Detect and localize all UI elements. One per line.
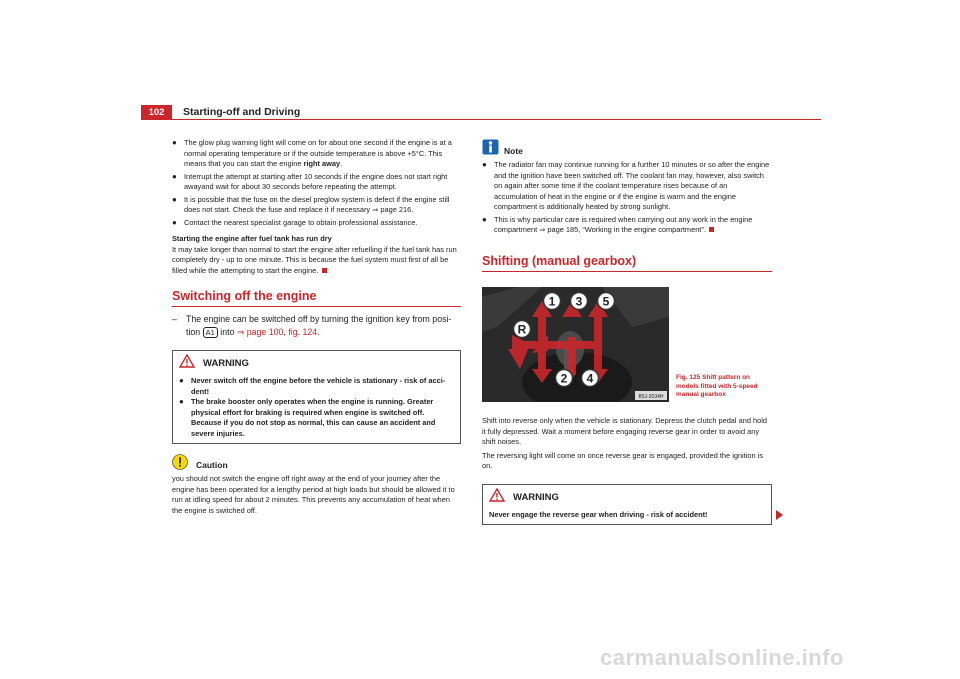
bullet-text: Interrupt the attempt at starting after 10 seconds if the engine does not start right awayand wait for about 30 seconds before repeating the attempt. [184,171,448,191]
reverse-para: Shift into reverse only when the vehicle is stationary. Depress the clutch pedal and hold it fully depressed. Wait a moment before engaging reverse gear in order to avoid any shift noises. [482,416,767,446]
caution-icon [172,454,188,478]
note-item [482,215,772,236]
warning-box [172,350,461,444]
right-column-bottom [482,416,772,525]
bullet-emphasis: right away [303,159,341,168]
bullet-icon: ● [179,397,184,406]
gear-label: 1 [548,294,556,309]
continue-arrow-icon [776,510,783,520]
subheading: Starting the engine after fuel tank has run dry [172,234,332,243]
right-column-top [482,139,772,272]
warning-title: WARNING [513,491,559,503]
gear-label: 2 [560,371,568,386]
bullet-icon: ● [482,214,487,224]
glow-plug-bullets [172,138,461,228]
fuel-dry-body: It may take longer than normal to start the engine after refuelling if the fuel tank has run completely dry - up to one minute. This is because the fuel system must first of all be filled while the attempting to start the engine. [172,244,457,275]
page-number: 102 [141,105,172,120]
warning-item-text: The brake booster only operates when the engine is running. Greater physical effort for braking is required when engine is switched off. Because if you do not stop as normal, this can cause an accident and severe injuries. [191,397,436,438]
note-item [482,160,772,213]
warning-text: Never engage the reverse gear when driving - risk of accident! [489,509,708,519]
note-item-text: The radiator fan may continue running for a further 10 minutes or so after the engine and the ignition have been switched off. The coolant fan may, however, also switch on again after some time if the coolant temperature rises because of an accumulation of heat in the engine or if the engine is warm and the engine compartment is additionally heated by strong sunlight. [494,160,770,211]
bullet-icon: ● [172,138,177,147]
warning-heading [179,354,456,373]
warning-item [179,376,456,397]
shift-pattern-illustration [482,287,669,402]
bullet-item [172,195,461,216]
bullet-icon: ● [172,217,177,227]
caution-text: you should not switch the engine off right away at the end of your journey after the engine has been operated for a lengthy period at high loads but should be allowed it to run at idling speed for about 2 minutes. This prevents any accumulation of heat when the engine is switched off. [172,474,455,515]
step-text: The engine can be switched off by turning the ignition key from posi-tion [186,314,452,337]
warning-item [179,397,456,439]
gear-label: 5 [602,294,610,309]
note-heading [482,139,772,157]
bullet-text: Contact the nearest specialist garage to obtain professional assistance. [184,217,418,227]
bullet-text: It is possible that the fuse on the diesel preglow system is defect if the engine still does not start. Check the fuse and replace it if necessary ⇒ page 216. [184,194,450,214]
section-title-switching-off: Switching off the engine [172,288,461,307]
warning-title: WARNING [203,358,249,370]
instruction-step [172,313,461,339]
bullet-item [172,172,461,193]
shift-pattern-figure [482,287,669,402]
bullet-icon: ● [179,376,184,385]
caution-title: Caution [196,460,228,470]
watermark: carmanualsonline.info [600,645,844,670]
fuel-dry-text [172,245,461,277]
header-rule [141,119,821,120]
page-link[interactable]: ⇒ page 100, fig. 124 [236,327,318,337]
bullet-icon: ● [172,171,177,181]
gear-label: R [517,322,527,337]
gear-label: 4 [586,371,594,386]
figure-code: B5J-2034H [638,394,664,400]
left-column [172,138,461,516]
caution-heading [172,454,461,472]
reversing-light-para: The reversing light will come on once reverse gear is engaged, provided the ignition is on. [482,450,763,470]
bullet-text-end: . [340,159,343,168]
step-end: . [317,327,320,337]
note-title: Note [504,146,523,156]
bullet-icon: ● [482,160,487,169]
figure-caption: Fig. 125 Shift pattern on models fitted with 5-speed manual gearbox [676,374,758,398]
note-item-text: This is why particular care is required when carrying out any work in the engine compartment ⇒ page 185, “Working in the engine compartment”. [494,214,753,234]
bullet-item [172,218,461,229]
section-title-shifting: Shifting (manual gearbox) [482,253,772,272]
bullet-item [172,138,461,170]
end-mark-icon [709,227,714,232]
step-connector: into [217,327,237,337]
bullet-icon: ● [172,194,177,204]
warning-box [482,484,772,526]
running-header: Starting-off and Driving [183,106,301,118]
warning-icon [179,354,195,373]
warning-icon [489,488,505,507]
bullet-text: The glow plug warning light will come on for about one second if the engine is at a normal operating temperature or if the outside temperature is above +5°C. This means that you can start the engine [184,138,452,168]
warning-heading [489,488,767,507]
gear-label: 3 [575,294,583,309]
step-dash: – [172,314,177,324]
position-ref-label: A1 [203,327,218,338]
end-mark-icon [322,268,327,273]
warning-item-text: Never switch off the engine before the vehicle is stationary - risk of acci-dent! [191,376,446,396]
